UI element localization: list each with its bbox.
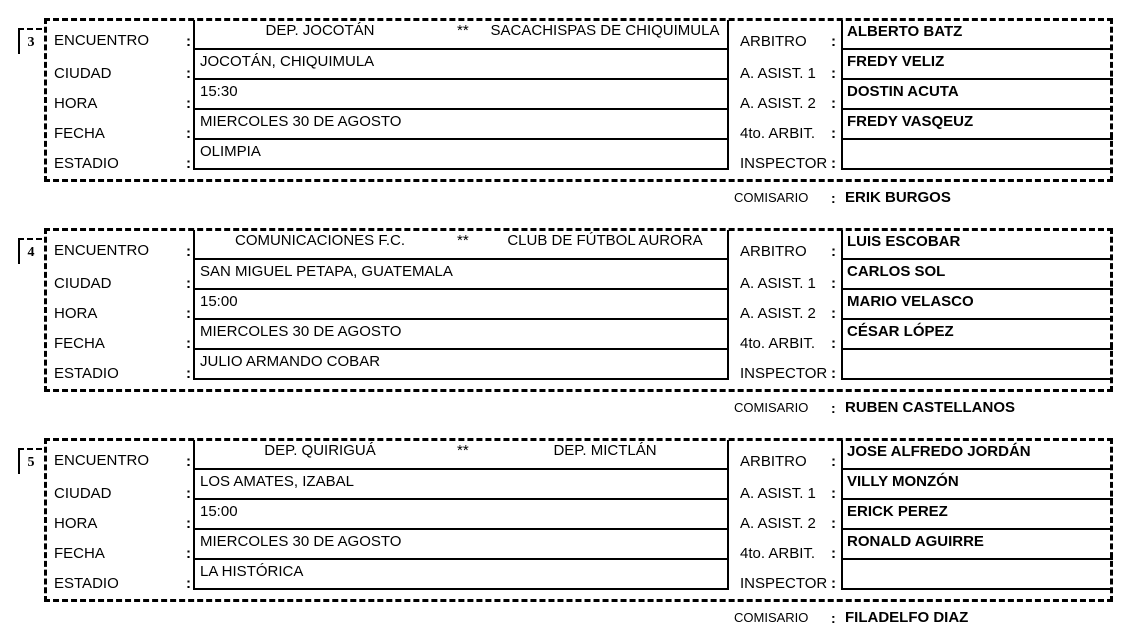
arbitro-value <box>841 230 1113 260</box>
match-block <box>0 428 1131 628</box>
fecha-text: MIERCOLES 30 DE AGOSTO <box>200 533 402 550</box>
colon: : <box>186 545 191 562</box>
colon: : <box>831 305 836 322</box>
ciudad-value <box>193 470 729 500</box>
match-block <box>0 218 1131 418</box>
inspector-label: INSPECTOR <box>740 155 828 172</box>
colon: : <box>831 610 836 626</box>
colon: : <box>831 95 836 112</box>
arbitro-value <box>841 20 1113 50</box>
arbitro-label: ARBITRO <box>740 453 807 470</box>
encuentro-label: ENCUENTRO <box>54 242 150 259</box>
ciudad-label: CIUDAD <box>54 485 112 502</box>
estadio-label: ESTADIO <box>54 155 119 172</box>
estadio-row <box>0 560 1131 590</box>
cuarto-name: RONALD AGUIRRE <box>847 533 984 550</box>
home-team: COMUNICACIONES F.C. <box>234 232 405 249</box>
colon: : <box>186 305 191 322</box>
versus-marker: ** <box>457 22 469 39</box>
fecha-text: MIERCOLES 30 DE AGOSTO <box>200 113 402 130</box>
asist2-name: DOSTIN ACUTA <box>847 83 959 100</box>
colon: : <box>186 453 191 470</box>
estadio-row <box>0 350 1131 380</box>
inspector-label: INSPECTOR <box>740 575 828 592</box>
colon: : <box>186 155 191 172</box>
colon: : <box>831 400 836 416</box>
inspector-value <box>841 560 1113 590</box>
hora-row <box>0 500 1131 530</box>
arbitro-label: ARBITRO <box>740 33 807 50</box>
arbitro-name: LUIS ESCOBAR <box>847 233 961 250</box>
arbitro-value <box>841 440 1113 470</box>
ciudad-value <box>193 260 729 290</box>
asist2-label: A. ASIST. 2 <box>740 515 816 532</box>
asist2-label: A. ASIST. 2 <box>740 95 816 112</box>
asist1-value <box>841 470 1113 500</box>
match-number: 5 <box>18 448 42 474</box>
asist1-label: A. ASIST. 1 <box>740 65 816 82</box>
comisario-label: COMISARIO <box>734 190 809 205</box>
asist2-label: A. ASIST. 2 <box>740 305 816 322</box>
hora-text: 15:00 <box>200 503 238 520</box>
asist1-name: VILLY MONZÓN <box>847 473 959 490</box>
ciudad-value <box>193 50 729 80</box>
inspector-value <box>841 350 1113 380</box>
inspector-value <box>841 140 1113 170</box>
asist1-label: A. ASIST. 1 <box>740 485 816 502</box>
hora-text: 15:00 <box>200 293 238 310</box>
hora-label: HORA <box>54 515 98 532</box>
estadio-value <box>193 350 729 380</box>
ciudad-label: CIUDAD <box>54 275 112 292</box>
colon: : <box>831 190 836 206</box>
estadio-label: ESTADIO <box>54 575 119 592</box>
colon: : <box>186 575 191 592</box>
fecha-value <box>193 110 729 140</box>
hora-text: 15:30 <box>200 83 238 100</box>
hora-value <box>193 500 729 530</box>
fecha-row <box>0 320 1131 350</box>
encuentro-row <box>0 440 1131 470</box>
asist1-label: A. ASIST. 1 <box>740 275 816 292</box>
colon: : <box>186 125 191 142</box>
estadio-text: JULIO ARMANDO COBAR <box>200 353 381 370</box>
colon: : <box>831 275 836 292</box>
cuarto-name: CÉSAR LÓPEZ <box>847 323 954 340</box>
hora-label: HORA <box>54 305 98 322</box>
fecha-text: MIERCOLES 30 DE AGOSTO <box>200 323 402 340</box>
cuarto-label: 4to. ARBIT. <box>740 335 816 352</box>
fecha-value <box>193 320 729 350</box>
colon: : <box>186 95 191 112</box>
colon: : <box>186 515 191 532</box>
estadio-text: LA HISTÓRICA <box>200 563 304 580</box>
encuentro-value <box>193 20 729 50</box>
fecha-label: FECHA <box>54 545 105 562</box>
estadio-value <box>193 140 729 170</box>
colon: : <box>186 65 191 82</box>
arbitro-label: ARBITRO <box>740 243 807 260</box>
cuarto-value <box>841 530 1113 560</box>
asist1-value <box>841 260 1113 290</box>
colon: : <box>831 65 836 82</box>
ciudad-text: SAN MIGUEL PETAPA, GUATEMALA <box>200 263 453 280</box>
ciudad-row <box>0 260 1131 290</box>
comisario-label: COMISARIO <box>734 610 809 625</box>
asist1-name: CARLOS SOL <box>847 263 946 280</box>
estadio-label: ESTADIO <box>54 365 119 382</box>
hora-row <box>0 290 1131 320</box>
estadio-value <box>193 560 729 590</box>
colon: : <box>186 33 191 50</box>
comisario-name: FILADELFO DIAZ <box>845 609 969 626</box>
match-number: 4 <box>18 238 42 264</box>
colon: : <box>831 515 836 532</box>
arbitro-name: ALBERTO BATZ <box>847 23 963 40</box>
cuarto-value <box>841 110 1113 140</box>
arbitro-name: JOSE ALFREDO JORDÁN <box>847 443 1031 460</box>
ciudad-row <box>0 50 1131 80</box>
match-number: 3 <box>18 28 42 54</box>
ciudad-row <box>0 470 1131 500</box>
colon: : <box>831 125 836 142</box>
encuentro-value <box>193 440 729 470</box>
inspector-label: INSPECTOR <box>740 365 828 382</box>
asist2-value <box>841 500 1113 530</box>
away-team: SACACHISPAS DE CHIQUIMULA <box>490 22 720 39</box>
colon: : <box>186 365 191 382</box>
estadio-row <box>0 140 1131 170</box>
colon: : <box>831 545 836 562</box>
ciudad-text: LOS AMATES, IZABAL <box>200 473 354 490</box>
colon: : <box>831 365 836 382</box>
versus-marker: ** <box>457 442 469 459</box>
match-block <box>0 8 1131 208</box>
colon: : <box>186 485 191 502</box>
hora-label: HORA <box>54 95 98 112</box>
hora-value <box>193 290 729 320</box>
encuentro-label: ENCUENTRO <box>54 32 150 49</box>
colon: : <box>831 575 836 592</box>
asist2-value <box>841 80 1113 110</box>
cuarto-label: 4to. ARBIT. <box>740 125 816 142</box>
home-team: DEP. JOCOTÁN <box>265 22 375 39</box>
cuarto-name: FREDY VASQEUZ <box>847 113 974 130</box>
comisario-name: RUBEN CASTELLANOS <box>845 399 1016 416</box>
fecha-value <box>193 530 729 560</box>
fecha-label: FECHA <box>54 335 105 352</box>
comisario-label: COMISARIO <box>734 400 809 415</box>
hora-value <box>193 80 729 110</box>
colon: : <box>831 485 836 502</box>
fecha-label: FECHA <box>54 125 105 142</box>
hora-row <box>0 80 1131 110</box>
colon: : <box>831 33 836 50</box>
colon: : <box>831 155 836 172</box>
asist1-name: FREDY VELIZ <box>847 53 945 70</box>
encuentro-label: ENCUENTRO <box>54 452 150 469</box>
fecha-row <box>0 530 1131 560</box>
colon: : <box>831 453 836 470</box>
asist2-name: ERICK PEREZ <box>847 503 948 520</box>
fecha-row <box>0 110 1131 140</box>
asist2-value <box>841 290 1113 320</box>
cuarto-label: 4to. ARBIT. <box>740 545 816 562</box>
home-team: DEP. QUIRIGUÁ <box>264 442 376 459</box>
cuarto-value <box>841 320 1113 350</box>
colon: : <box>831 243 836 260</box>
away-team: DEP. MICTLÁN <box>553 442 657 459</box>
comisario-name: ERIK BURGOS <box>845 189 951 206</box>
encuentro-row <box>0 20 1131 50</box>
encuentro-value <box>193 230 729 260</box>
away-team: CLUB DE FÚTBOL AURORA <box>507 232 703 249</box>
encuentro-row <box>0 230 1131 260</box>
versus-marker: ** <box>457 232 469 249</box>
colon: : <box>186 335 191 352</box>
asist1-value <box>841 50 1113 80</box>
asist2-name: MARIO VELASCO <box>847 293 974 310</box>
colon: : <box>831 335 836 352</box>
ciudad-label: CIUDAD <box>54 65 112 82</box>
ciudad-text: JOCOTÁN, CHIQUIMULA <box>200 53 375 70</box>
estadio-text: OLIMPIA <box>200 143 261 160</box>
colon: : <box>186 243 191 260</box>
colon: : <box>186 275 191 292</box>
